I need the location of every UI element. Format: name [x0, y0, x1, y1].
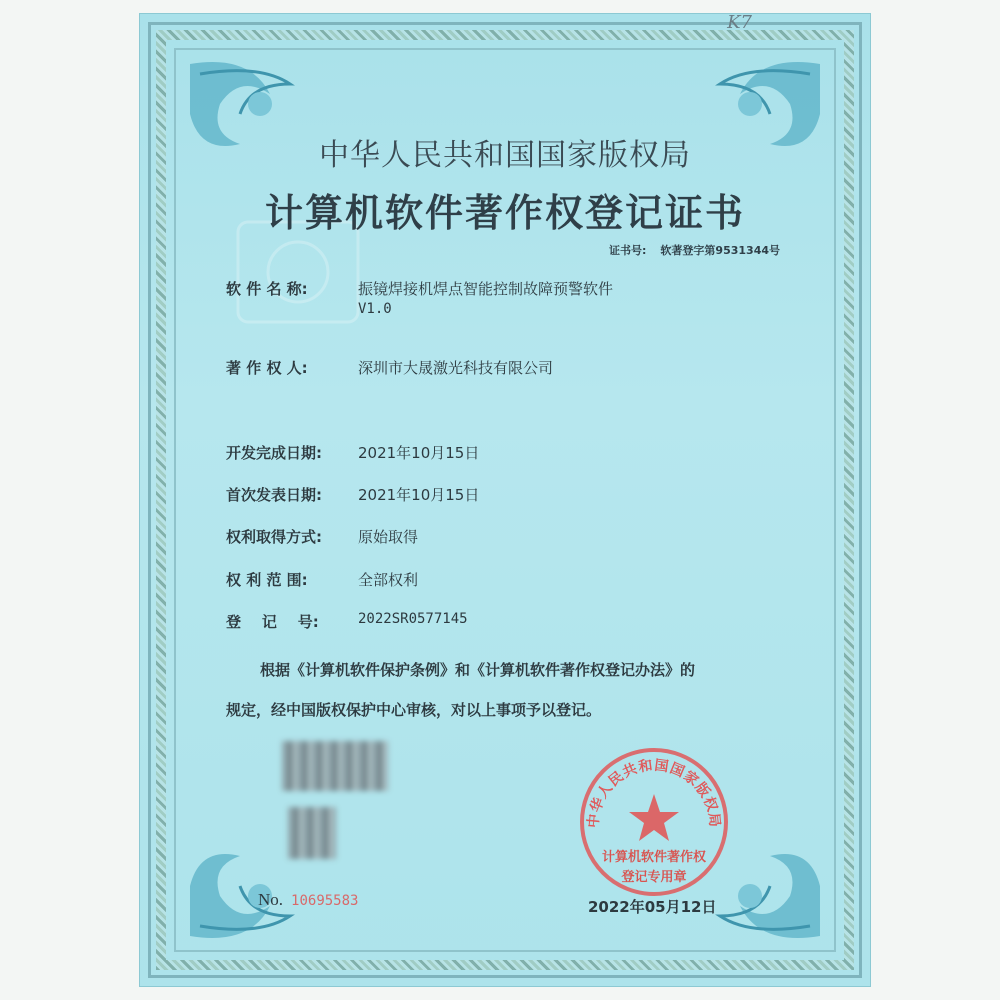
certificate-number [609, 242, 780, 258]
seal-line2: 登记专用章 [621, 870, 687, 885]
reg-no-value: 2022SR0577145 [358, 611, 468, 627]
cert-no-label: 证书号: [609, 244, 647, 257]
field-label: 权 利 范 围: [226, 571, 308, 589]
official-seal-icon [574, 742, 734, 902]
software-name-row [226, 278, 613, 317]
field-label: 权利取得方式: [226, 528, 322, 546]
field-label: 著 作 权 人: [226, 359, 308, 377]
dev-date-row [226, 442, 479, 463]
software-version: V1.0 [358, 301, 392, 317]
certificate-title: 计算机软件著作权登记证书 [264, 190, 745, 235]
seal-line1: 计算机软件著作权 [601, 850, 706, 865]
statement [226, 650, 806, 730]
pub-date-row [226, 484, 479, 505]
issue-date: 2022年05月12日 [588, 898, 717, 916]
handwritten-mark: K7 [727, 12, 752, 33]
owner-value: 深圳市大晟激光科技有限公司 [358, 359, 554, 377]
field-label: 登 记 号: [226, 613, 319, 631]
blurred-signature [282, 741, 388, 791]
serial-number [258, 890, 358, 910]
dev-date-value: 2021年10月15日 [358, 444, 480, 462]
reg-no-row [226, 611, 468, 632]
serial-label: No. [258, 890, 284, 909]
field-label: 开发完成日期: [226, 444, 322, 462]
software-name-line1: 振镜焊接机焊点智能控制故障预警软件 [358, 280, 614, 298]
blurred-signature [288, 807, 336, 859]
software-name-value [358, 278, 613, 317]
scope-row [226, 569, 418, 590]
statement-line2: 规定，经中国版权保护中心审核，对以上事项予以登记。 [226, 701, 602, 719]
cert-no-value: 软著登字第9531344号 [660, 244, 780, 257]
acquire-row [226, 526, 418, 547]
owner-row [226, 357, 553, 378]
field-label: 软 件 名 称: [226, 280, 308, 298]
certificate [140, 14, 870, 986]
scope-value: 全部权利 [358, 571, 419, 589]
pub-date-value: 2021年10月15日 [358, 486, 480, 504]
acquire-value: 原始取得 [358, 528, 419, 546]
statement-line1: 根据《计算机软件保护条例》和《计算机软件著作权登记办法》的 [260, 661, 696, 679]
seal-ring-text: 中华人民共和国国家版权局 [585, 757, 723, 829]
serial-value: 10695583 [291, 893, 359, 909]
authority-title: 中华人民共和国国家版权局 [319, 138, 691, 173]
field-label: 首次发表日期: [226, 486, 322, 504]
